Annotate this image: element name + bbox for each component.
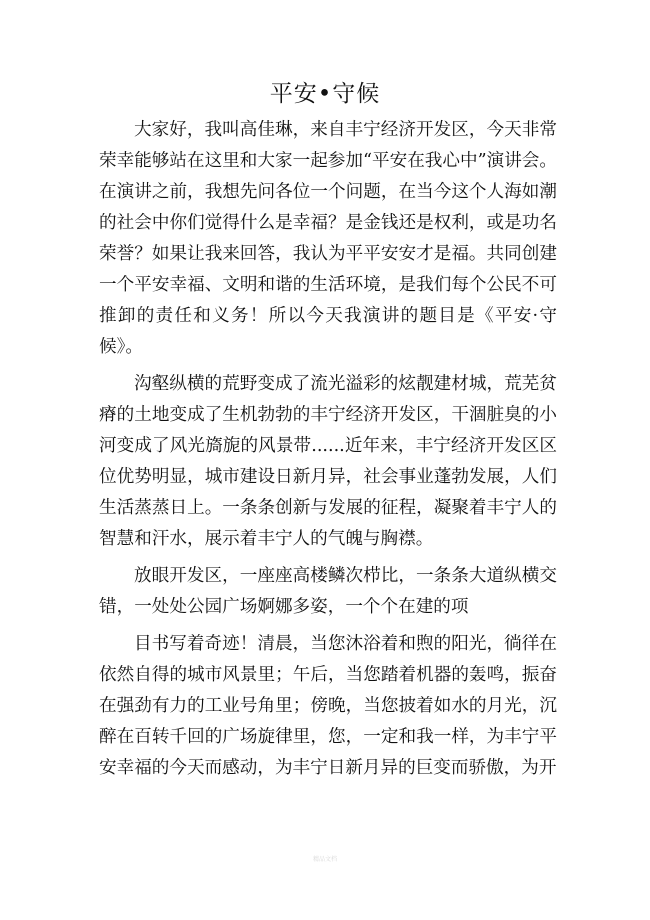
paragraph-overview: 放眼开发区，一座座高楼鳞次栉比，一条条大道纵横交错，一处处公园广场婀娜多姿，一个个在建的项 <box>99 566 557 617</box>
document-body <box>99 115 557 784</box>
paragraph-intro: 大家好，我叫高佳琳，来自丰宁经济开发区，今天非常荣幸能够站在这里和大家一起参加“平安在我心中”演讲会。在演讲之前，我想先问各位一个问题，在当今这个人海如潮的社会中你们觉得什么是幸福？是金钱还是权利，或是功名荣誉？如果让我来回答，我认为平平安安才是福。共同创建一个平安幸福、文明和谐的生活环境，是我们每个公民不可推卸的责任和义务！所以今天我演讲的题目是《平安·守候》。 <box>99 120 557 357</box>
paragraph-development: 沟壑纵横的荒野变成了流光溢彩的炫靓建材城，荒芜贫瘠的土地变成了生机勃勃的丰宁经济开发区，干涸脏臭的小河变成了风光旖旎的风景带......近年来，丰宁经济开发区区位优势明显，城市建设日新月异，社会事业蓬勃发展，人们生活蒸蒸日上。一条条创新与发展的征程，凝聚着丰宁人的智慧和汗水，展示着丰宁人的气魄与胸襟。 <box>99 374 557 549</box>
footer-watermark: 精品文档 <box>312 856 337 863</box>
paragraph-continuation: 目书写着奇迹！清晨，当您沐浴着和煦的阳光，徜徉在依然自得的城市风景里；午后，当您踏着机器的轰鸣，振奋在强劲有力的工业号角里；傍晚，当您披着如水的月光，沉醉在百转千回的广场旋律里，您，一定和我一样，为丰宁平安幸福的今天而感动，为丰宁日新月异的巨变而骄傲，为开 <box>99 634 557 778</box>
document-title: 平安•守候 <box>269 81 381 107</box>
